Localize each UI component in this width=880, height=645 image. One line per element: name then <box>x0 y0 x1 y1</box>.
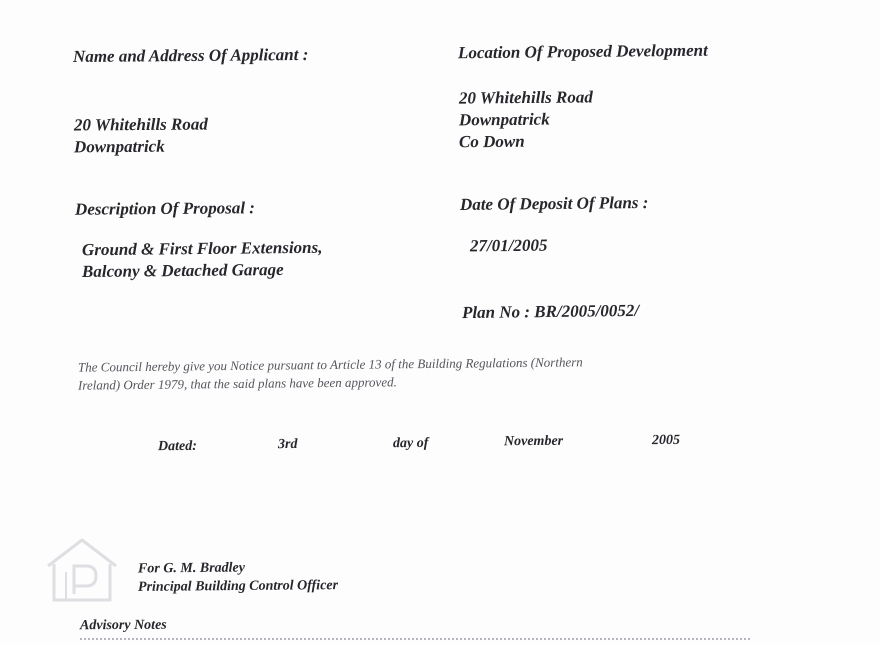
proposal-description-line1: Ground & First Floor Extensions, <box>81 237 323 260</box>
dated-day-of: day of <box>392 435 429 452</box>
dated-label: Dated: <box>157 438 197 455</box>
top-divider <box>225 0 615 4</box>
notice-text-line2: Ireland) Order 1979, that the said plans have been approved. <box>77 374 397 393</box>
advisory-notes-heading: Advisory Notes <box>79 617 167 634</box>
dated-month: November <box>503 433 564 450</box>
deposit-heading: Date Of Deposit Of Plans : <box>459 193 649 214</box>
signature-line1: For G. M. Bradley <box>137 560 246 577</box>
deposit-date: 27/01/2005 <box>469 235 548 256</box>
plan-number: Plan No : BR/2005/0052/ <box>461 300 640 323</box>
proposal-heading: Description Of Proposal : <box>74 198 255 219</box>
applicant-address-line2: Downpatrick <box>73 136 165 157</box>
bottom-divider <box>80 638 750 644</box>
notice-text-line1: The Council hereby give you Notice pursuant to Article 13 of the Building Regulations (Northern <box>77 354 583 375</box>
applicant-heading: Name and Address Of Applicant : <box>72 44 309 67</box>
location-address-line2: Downpatrick <box>458 109 550 130</box>
proposal-description-line2: Balcony & Detached Garage <box>81 259 284 282</box>
dated-year: 2005 <box>651 432 681 449</box>
location-address-line1: 20 Whitehills Road <box>458 87 593 108</box>
dated-day: 3rd <box>277 436 298 453</box>
location-heading: Location Of Proposed Development <box>457 40 708 63</box>
property-logo-icon <box>44 536 120 604</box>
signature-line2: Principal Building Control Officer <box>137 578 339 595</box>
location-address-line3: Co Down <box>458 131 525 152</box>
applicant-address-line1: 20 Whitehills Road <box>73 114 208 135</box>
